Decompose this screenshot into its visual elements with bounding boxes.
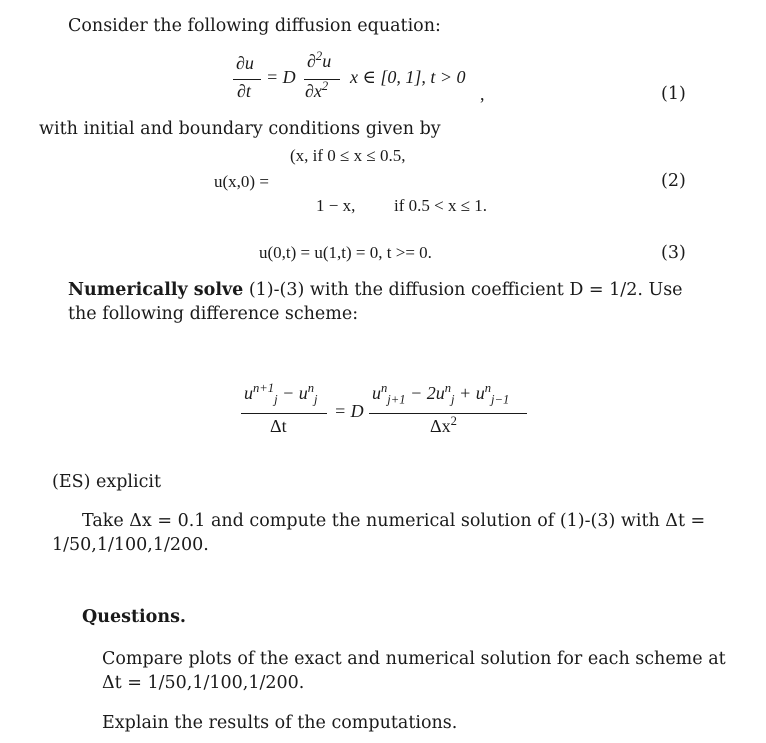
question-2: Explain the results of the computations. [102,713,458,733]
eq1-lhs-denominator: ∂t [237,81,251,101]
take-line-2: 1/50,1/100,1/200. [52,535,209,555]
eq2-label: u(x,0) = [214,172,269,191]
eq1-number: (1) [661,84,686,104]
task-line-1: Numerically solve (1)-(3) with the diffusion coefficient D = 1/2. Use [68,280,683,300]
scheme-lhs-numerator: $u^{n+1}_j - u^n_j$ [244,381,318,407]
eq2-case-2-value: 1 − x, [316,196,356,215]
task-line-2: the following difference scheme: [68,304,359,324]
question-1-line-2: Δt = 1/50,1/100,1/200. [102,673,305,693]
scheme-rhs-numerator: $u^n_{j+1} - 2u^n_j + u^n_{j-1}$ [372,381,510,407]
questions-title: Questions. [82,607,187,627]
es-label: (ES) explicit [52,472,162,492]
scheme-lhs-denominator: Δt [270,416,287,436]
eq1-lhs-fraction-bar [233,79,261,80]
conditions-intro-text: with initial and boundary conditions given by [39,119,441,139]
take-line-1: Take Δx = 0.1 and compute the numerical solution of (1)-(3) with Δt = [82,511,706,531]
intro-text: Consider the following diffusion equation: [68,16,441,36]
question-1-line-1: Compare plots of the exact and numerical solution for each scheme at [102,649,726,669]
eq2-case-2-condition: if 0.5 < x ≤ 1. [394,196,488,215]
task-bold-lead: Numerically solve [68,280,244,300]
eq2-number: (2) [661,171,686,191]
scheme-lhs-fraction-bar [241,413,327,414]
eq1-lhs-numerator: ∂u [236,53,254,73]
scheme-equals-d: = D [334,401,364,421]
eq2-case-1: (x, if 0 ≤ x ≤ 0.5, [290,146,406,165]
eq1-domain: x ∈ [0, 1], t > 0 [350,67,466,87]
eq1-rhs-numerator: ∂$^2$u [307,49,332,71]
scheme-rhs-denominator: $\Delta x^2$ [430,414,457,436]
eq3-number: (3) [661,243,686,263]
eq1-rhs-denominator: $\partial x^2$ [305,79,329,101]
eq1-comma: , [480,84,485,104]
scheme-rhs-fraction-bar [369,413,527,414]
eq1-equals-d: = D [266,67,296,87]
eq3-text: u(0,t) = u(1,t) = 0, t >= 0. [259,243,432,262]
